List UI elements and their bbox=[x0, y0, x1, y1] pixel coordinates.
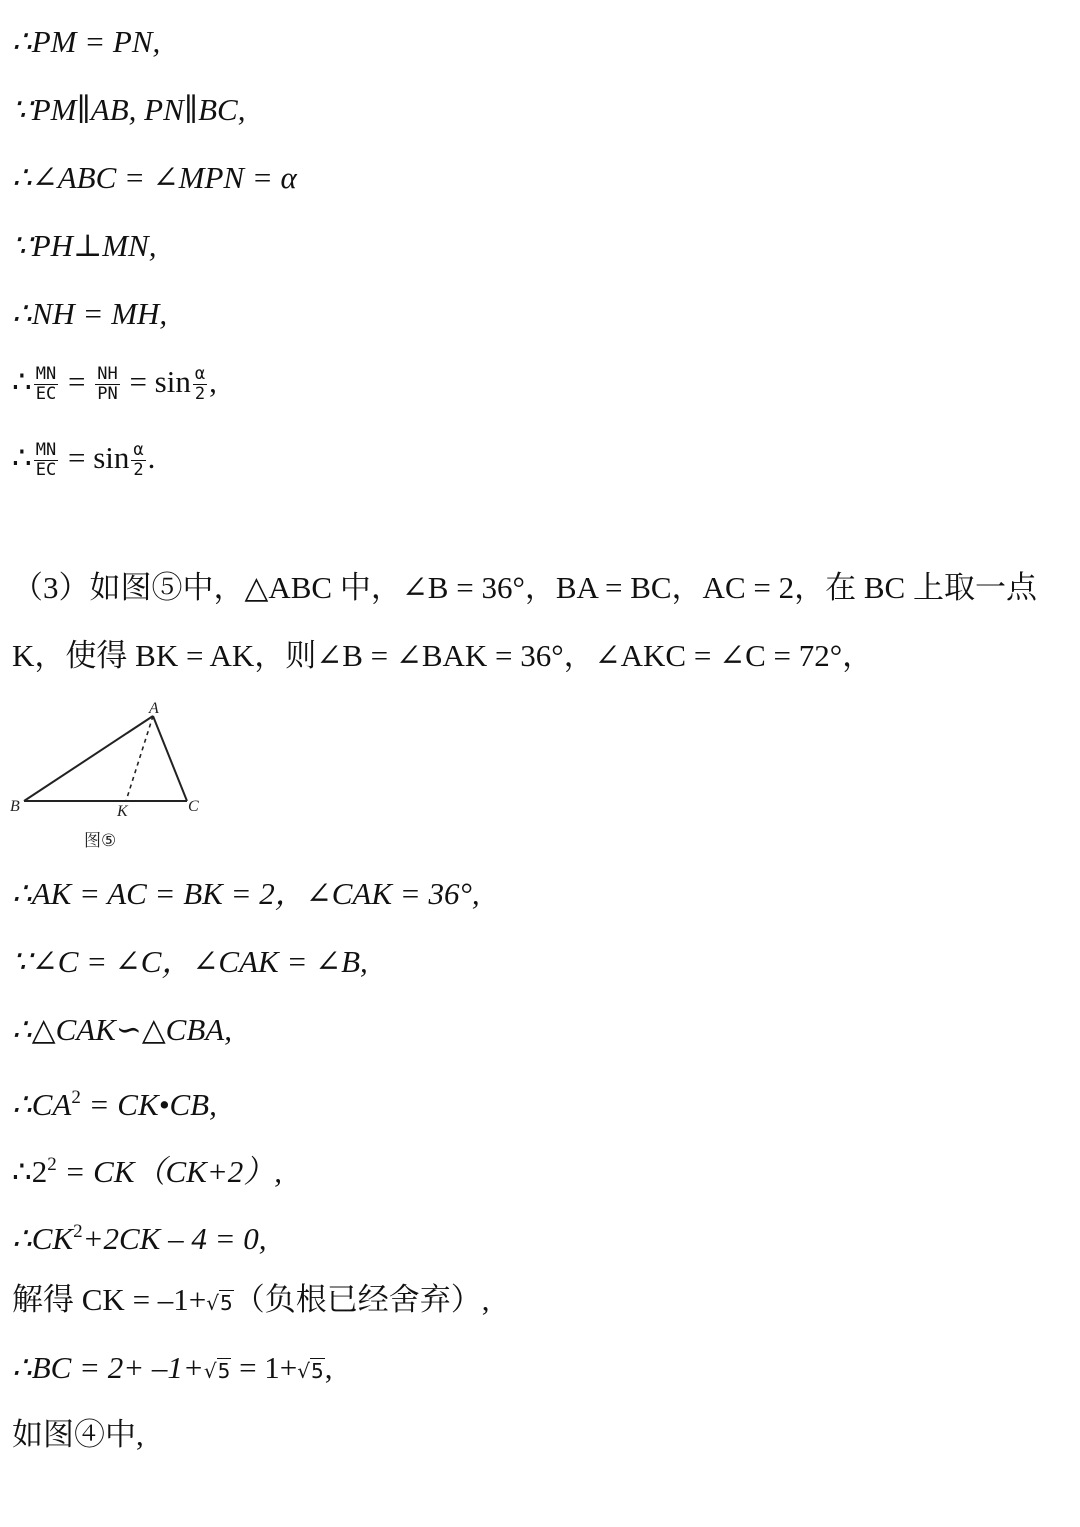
sqrt-5: √5 bbox=[297, 1359, 324, 1383]
part3-paragraph-line-1: （3）如图⑤中，△ABC 中，∠B = 36°，BA = BC，AC = 2，在 BC 上取一点 bbox=[12, 570, 1037, 605]
part3-paragraph-line-2: K，使得 BK = AK，则∠B = ∠BAK = 36°，∠AKC = ∠C = 72°， bbox=[12, 638, 874, 673]
proof-line-7: ∴ $\frac{MN}{EC}$ = sin $\frac{\alpha}{2}$ . bbox=[12, 440, 156, 481]
proof-line-4: ∵PH⊥MN, bbox=[12, 228, 157, 263]
figure-5-caption: 图⑤ bbox=[84, 831, 117, 851]
fraction-mn-ec: $\frac{MN}{EC}$ bbox=[35, 440, 57, 481]
label-a: A bbox=[149, 700, 159, 717]
fraction-mn-ec: $\frac{MN}{EC}$ bbox=[35, 364, 57, 405]
proof-line-3: ∴∠ABC = ∠MPN = α bbox=[12, 160, 297, 195]
proof-line-15: ∴BC = 2+ –1+√5 = 1+√5, bbox=[12, 1350, 333, 1385]
proof-line-16: 如图④中, bbox=[12, 1417, 144, 1452]
proof-line-1: ∴PM = PN, bbox=[12, 24, 161, 59]
proof-line-10: ∴△CAK∽△CBA, bbox=[12, 1012, 232, 1047]
proof-line-6: ∴ $\frac{MN}{EC}$ = $\frac{NH}{PN}$ = sin $\frac{\alpha}{2}$ , bbox=[12, 364, 217, 405]
fraction-nh-pn: $\frac{NH}{PN}$ bbox=[97, 364, 118, 405]
segment-ak-dashed bbox=[126, 716, 153, 801]
proof-line-11: $\therefore CA^2$ = CK•CB, bbox=[12, 1087, 217, 1122]
label-c: C bbox=[188, 798, 199, 815]
segment-ba bbox=[24, 716, 153, 801]
proof-line-13: $\therefore CK^2+2CK - 4 = 0$, bbox=[12, 1221, 267, 1256]
proof-line-8: ∴AK = AC = BK = 2，∠CAK = 36°, bbox=[12, 876, 480, 911]
proof-line-5: ∴NH = MH, bbox=[12, 296, 168, 331]
figure-5-triangle bbox=[8, 698, 218, 826]
proof-line-9: ∵∠C = ∠C，∠CAK = ∠B, bbox=[12, 944, 368, 979]
label-k: K bbox=[117, 803, 128, 820]
sqrt-5: √5 bbox=[203, 1359, 231, 1383]
segment-ac bbox=[153, 716, 187, 801]
proof-line-2: ∵PM∥AB, PN∥BC, bbox=[12, 92, 246, 127]
sqrt-5: √5 bbox=[206, 1291, 233, 1315]
proof-line-12: $\therefore 2^2 = CK(CK+2)$, bbox=[12, 1154, 283, 1189]
fraction-alpha-2: $\frac{\alpha}{2}$ bbox=[194, 364, 206, 405]
proof-line-14: 解得 CK = –1+√5（负根已经舍弃）, bbox=[12, 1282, 490, 1317]
fraction-alpha-2: $\frac{\alpha}{2}$ bbox=[133, 440, 144, 481]
label-b: B bbox=[10, 798, 20, 815]
